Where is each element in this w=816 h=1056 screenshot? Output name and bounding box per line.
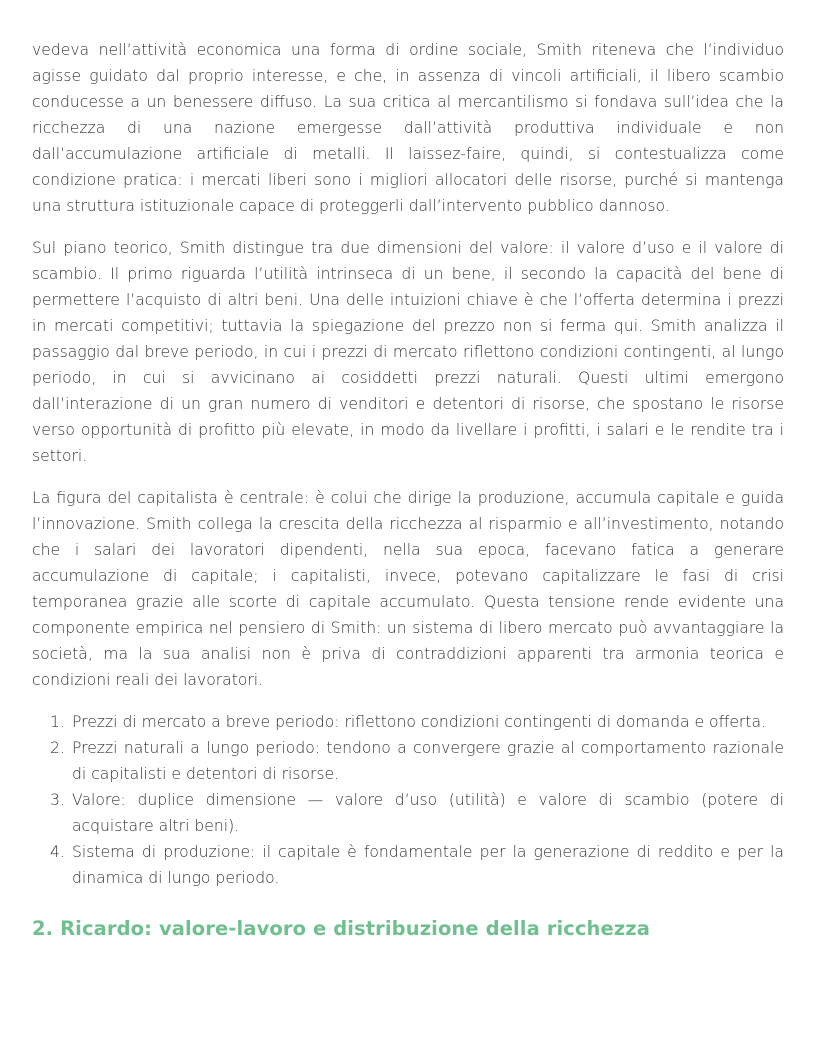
list-item-number: 2.	[50, 739, 65, 757]
paragraph-value-theory: Sul piano teorico, Smith distingue tra due dimensioni del valore: il valore d’uso e il valore di scambio. Il primo riguarda l’utilità intrinseca di un bene, il secondo la capacità del bene di permettere l’acquisto di altri beni. Una delle intuizioni chiave è che l’offerta determina i prezzi in mercati competitivi; tuttavia la spiegazione del prezzo non si ferma qui. Smith analizza il passaggio dal breve periodo, in cui i prezzi di mercato riflettono condizioni contingenti, al lungo periodo, in cui si avvicinano ai cosiddetti prezzi naturali. Questi ultimi emergono dall’interazione di un gran numero di venditori e detentori di risorse, che spostano le risorse verso opportunità di profitto più elevate, in modo da livellare i profitti, i salari e le rendite tra i settori.	[32, 239, 784, 465]
paragraph-laissez-faire: vedeva nell’attività economica una forma di ordine sociale, Smith riteneva che l’individuo agisse guidato dal proprio interesse, e che, in assenza di vincoli artificiali, il libero scambio conducesse a un benessere diffuso. La sua critica al mercantilismo si fondava sull’idea che la ricchezza di una nazione emergesse dall’attività produttiva individuale e non dall’accumulazione artificiale di metalli. Il laissez-faire, quindi, si contestualizza come condizione pratica: i mercati liberi sono i migliori allocatori delle risorse, purché si mantenga una struttura istituzionale capace di proteggerli dall’intervento pubblico dannoso.	[32, 41, 784, 215]
paragraph-capitalist: La figura del capitalista è centrale: è colui che dirige la produzione, accumula capitale e guida l’innovazione. Smith collega la crescita della ricchezza al risparmio e all’investimento, notando che i salari dei lavoratori dipendenti, nella sua epoca, facevano fatica a generare accumulazione di capitale; i capitalisti, invece, potevano capitalizzare le fasi di crisi temporanea grazie alle scorte di capitale accumulato. Questa tensione rende evidente una componente empirica nel pensiero di Smith: un sistema di libero mercato può avvantaggiare la società, ma la sua analisi non è priva di contraddizioni apparenti tra armonia teorica e condizioni reali dei lavoratori.	[32, 489, 784, 689]
list-item-text: Sistema di produzione: il capitale è fondamentale per la generazione di reddito e per la dinamica di lungo periodo.	[72, 843, 784, 887]
section-heading-ricardo: 2. Ricardo: valore-lavoro e distribuzione della ricchezza	[32, 917, 651, 940]
list-item	[50, 735, 784, 787]
list-item-text: Prezzi naturali a lungo periodo: tendono a convergere grazie al comportamento razionale di capitalisti e detentori di risorse.	[72, 739, 784, 783]
list-item	[50, 839, 784, 891]
list-item-text: Valore: duplice dimensione — valore d’uso (utilità) e valore di scambio (potere di acquistare altri beni).	[72, 791, 784, 835]
list-item	[50, 709, 784, 735]
summary-list	[32, 709, 784, 891]
list-item-number: 3.	[50, 791, 65, 809]
list-item	[50, 787, 784, 839]
list-item-text: Prezzi di mercato a breve periodo: riflettono condizioni contingenti di domanda e offerta.	[72, 713, 766, 731]
list-item-number: 4.	[50, 843, 65, 861]
document-page	[32, 37, 784, 943]
list-item-number: 1.	[50, 713, 65, 731]
